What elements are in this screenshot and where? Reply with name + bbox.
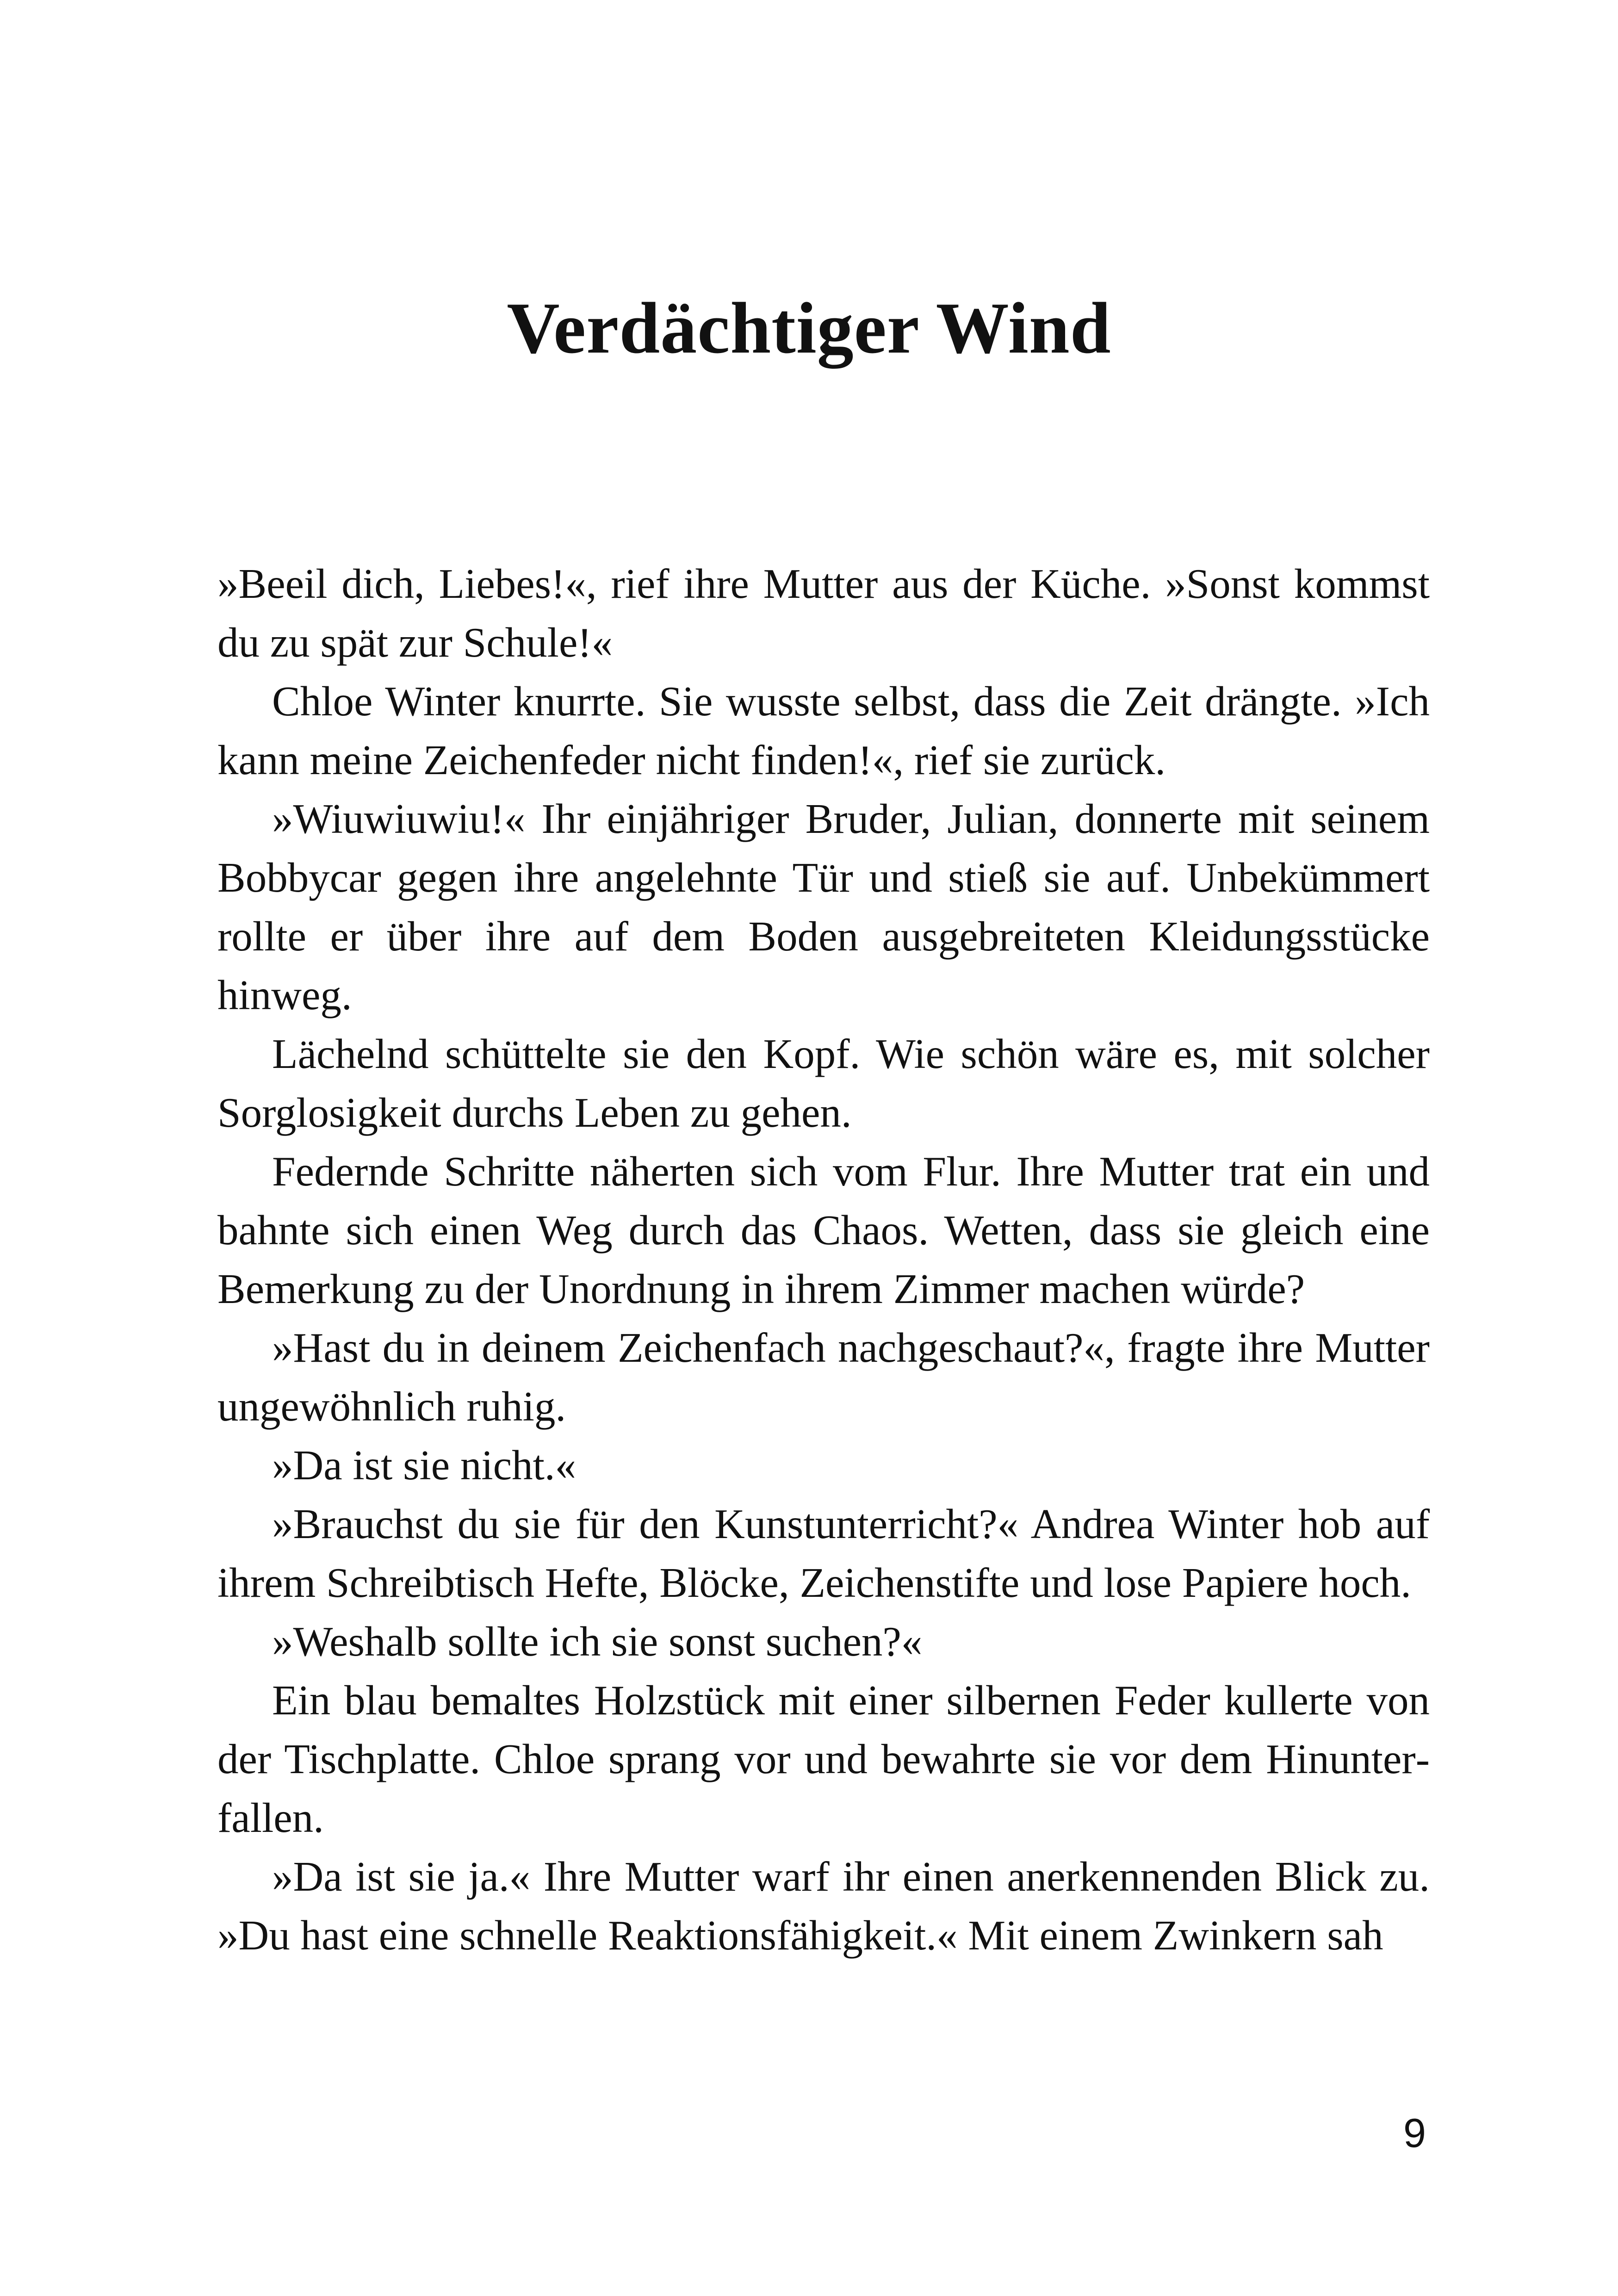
page-number: 9: [1403, 2110, 1426, 2156]
paragraph: »Wiuwiuwiu!« Ihr einjähriger Bruder, Julian, donnerte mit seinem Bobbycar gegen ihre angelehnte Tür und stieß sie auf. Unbekümmert rollte er über ihre auf dem Boden ausgebreiteten Kleidungsstücke hinweg.: [217, 795, 1430, 1018]
paragraph: »Hast du in deinem Zeichenfach nachgeschaut?«, fragte ihre Mutter ungewöhnlich ruhig.: [217, 1324, 1430, 1430]
paragraph: Federnde Schritte näherten sich vom Flur. Ihre Mutter trat ein und bahnte sich einen Weg durch das Chaos. Wetten, dass sie gleich eine Bemerkung zu der Unordnung in ihrem Zimmer machen würde?: [217, 1148, 1430, 1312]
paragraph: Ein blau bemaltes Holzstück mit einer silbernen Feder kullerte von der Tischplatte. Chloe sprang vor und bewahrte sie vor dem Hinunterfallen.: [217, 1677, 1430, 1841]
paragraph: »Brauchst du sie für den Kunstunterricht?« Andrea Winter hob auf ihrem Schreibtisch Hefte, Blöcke, Zeichenstifte und lose Papiere hoch.: [217, 1501, 1430, 1606]
paragraph: »Da ist sie ja.« Ihre Mutter warf ihr einen anerkennenden Blick zu. »Du hast eine schnelle Reaktionsfähigkeit.« Mit einem Zwinkern sah: [217, 1853, 1430, 1959]
paragraph: »Beeil dich, Liebes!«, rief ihre Mutter aus der Küche. »Sonst kommst du zu spät zur Schule!«: [217, 560, 1430, 666]
paragraph: Lächelnd schüttelte sie den Kopf. Wie schön wäre es, mit solcher Sorglosigkeit durchs Leben zu gehen.: [217, 1030, 1430, 1136]
paragraph: Chloe Winter knurrte. Sie wusste selbst, dass die Zeit drängte. »Ich kann meine Zeichenfeder nicht finden!«, rief sie zurück.: [217, 678, 1430, 783]
paragraph: »Da ist sie nicht.«: [272, 1442, 577, 1489]
chapter-title: Verdächtiger Wind: [507, 288, 1111, 369]
paragraph: »Weshalb sollte ich sie sonst suchen?«: [272, 1618, 923, 1665]
body-text: [217, 554, 1430, 1965]
